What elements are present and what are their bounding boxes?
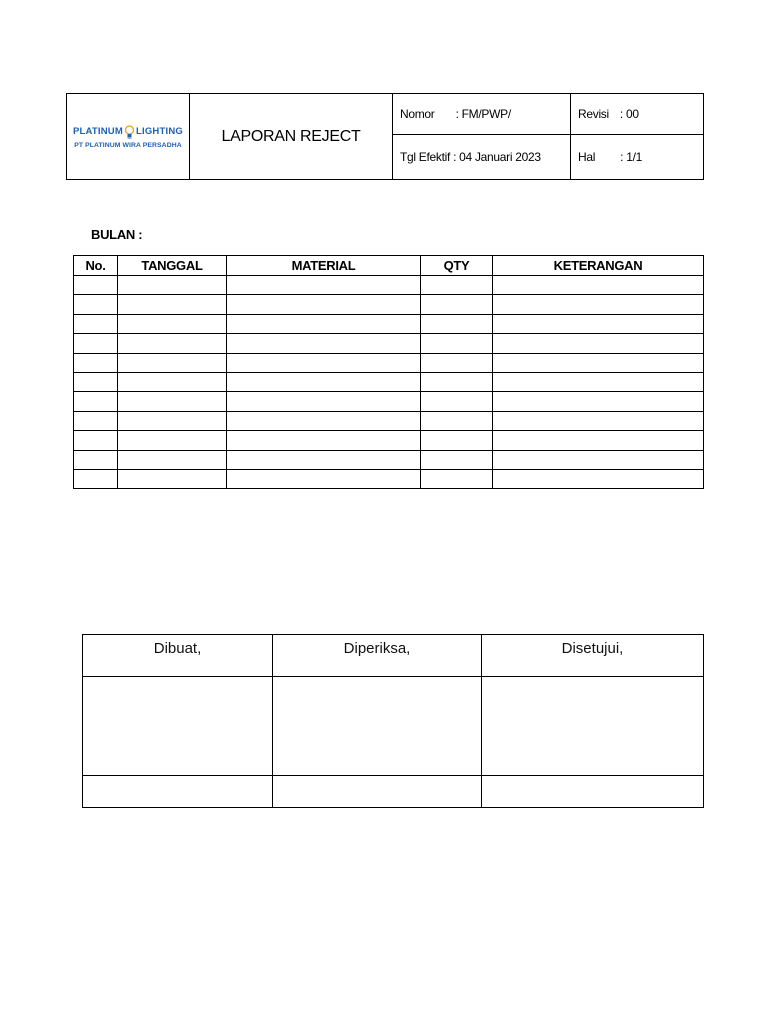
- table-cell: [74, 372, 118, 391]
- table-cell: [118, 295, 227, 314]
- sign-name-disetujui: [482, 776, 704, 808]
- table-cell: [421, 334, 493, 353]
- table-cell: [493, 411, 704, 430]
- table-cell: [118, 411, 227, 430]
- table-cell: [118, 450, 227, 469]
- sign-name-diperiksa: [273, 776, 482, 808]
- table-cell: [118, 314, 227, 333]
- table-cell: [74, 276, 118, 295]
- table-cell: [421, 469, 493, 488]
- revisi-value: : 00: [619, 107, 639, 121]
- table-cell: [493, 372, 704, 391]
- table-cell: [74, 353, 118, 372]
- table-cell: [421, 392, 493, 411]
- company-logo: [67, 94, 190, 180]
- table-cell: [118, 372, 227, 391]
- company-name: PT PLATINUM WIRA PERSADHA: [74, 141, 182, 149]
- table-cell: [227, 372, 421, 391]
- table-cell: [118, 276, 227, 295]
- table-cell: [421, 411, 493, 430]
- table-cell: [227, 392, 421, 411]
- nomor-label: Nomor: [400, 107, 435, 121]
- table-row: [74, 334, 704, 353]
- table-cell: [493, 353, 704, 372]
- table-cell: [421, 276, 493, 295]
- table-body: [74, 276, 704, 489]
- document-title: LAPORAN REJECT: [190, 94, 393, 180]
- table-cell: [493, 314, 704, 333]
- tgl-label: Tgl Efektif: [400, 150, 451, 164]
- table-cell: [74, 450, 118, 469]
- sign-header-diperiksa: Diperiksa,: [273, 635, 482, 677]
- table-row: [74, 431, 704, 450]
- table-cell: [227, 295, 421, 314]
- table-row: [74, 469, 704, 488]
- table-cell: [227, 450, 421, 469]
- table-row: [74, 353, 704, 372]
- hal-cell: [571, 135, 704, 180]
- table-row: [74, 276, 704, 295]
- revisi-cell: [571, 94, 704, 135]
- table-header-row: [74, 256, 704, 276]
- table-cell: [118, 392, 227, 411]
- table-row: [74, 411, 704, 430]
- logo-brand-right: LIGHTING: [135, 126, 183, 137]
- table-cell: [227, 469, 421, 488]
- hal-label: Hal: [578, 150, 596, 164]
- table-cell: [227, 276, 421, 295]
- table-cell: [493, 450, 704, 469]
- table-cell: [74, 469, 118, 488]
- table-cell: [118, 353, 227, 372]
- lightbulb-icon: [124, 125, 135, 139]
- table-cell: [74, 295, 118, 314]
- table-cell: [493, 295, 704, 314]
- table-cell: [227, 314, 421, 333]
- table-cell: [227, 334, 421, 353]
- col-header-qty: QTY: [421, 256, 493, 276]
- reject-table: [73, 255, 704, 489]
- table-cell: [227, 411, 421, 430]
- sign-header-dibuat: Dibuat,: [83, 635, 273, 677]
- bulan-label: BULAN :: [91, 227, 143, 242]
- table-cell: [493, 334, 704, 353]
- col-header-keterangan: KETERANGAN: [493, 256, 704, 276]
- table-cell: [493, 431, 704, 450]
- document-header: [66, 93, 704, 180]
- sign-space-diperiksa: [273, 677, 482, 776]
- table-cell: [421, 314, 493, 333]
- sign-space-disetujui: [482, 677, 704, 776]
- table-row: [74, 392, 704, 411]
- table-row: [74, 372, 704, 391]
- hal-value: : 1/1: [620, 150, 643, 164]
- table-cell: [118, 469, 227, 488]
- table-row: [74, 450, 704, 469]
- nomor-cell: [393, 94, 571, 135]
- table-cell: [421, 450, 493, 469]
- table-cell: [421, 353, 493, 372]
- signature-table: [82, 634, 704, 808]
- table-cell: [118, 334, 227, 353]
- table-cell: [227, 431, 421, 450]
- table-cell: [493, 392, 704, 411]
- table-row: [74, 314, 704, 333]
- sign-name-dibuat: [83, 776, 273, 808]
- table-cell: [74, 411, 118, 430]
- col-header-tanggal: TANGGAL: [118, 256, 227, 276]
- table-row: [74, 295, 704, 314]
- sign-header-disetujui: Disetujui,: [482, 635, 704, 677]
- table-cell: [421, 431, 493, 450]
- table-cell: [421, 372, 493, 391]
- col-header-no: No.: [74, 256, 118, 276]
- tgl-value: : 04 Januari 2023: [453, 150, 541, 164]
- table-cell: [493, 276, 704, 295]
- table-cell: [421, 295, 493, 314]
- table-cell: [74, 334, 118, 353]
- tgl-efektif-cell: [393, 135, 571, 180]
- col-header-material: MATERIAL: [227, 256, 421, 276]
- sign-space-dibuat: [83, 677, 273, 776]
- table-cell: [227, 353, 421, 372]
- table-cell: [493, 469, 704, 488]
- table-cell: [74, 314, 118, 333]
- table-cell: [74, 431, 118, 450]
- nomor-value: : FM/PWP/: [455, 107, 511, 121]
- table-cell: [74, 392, 118, 411]
- logo-brand-left: PLATINUM: [73, 126, 123, 137]
- table-cell: [118, 431, 227, 450]
- revisi-label: Revisi: [578, 107, 609, 121]
